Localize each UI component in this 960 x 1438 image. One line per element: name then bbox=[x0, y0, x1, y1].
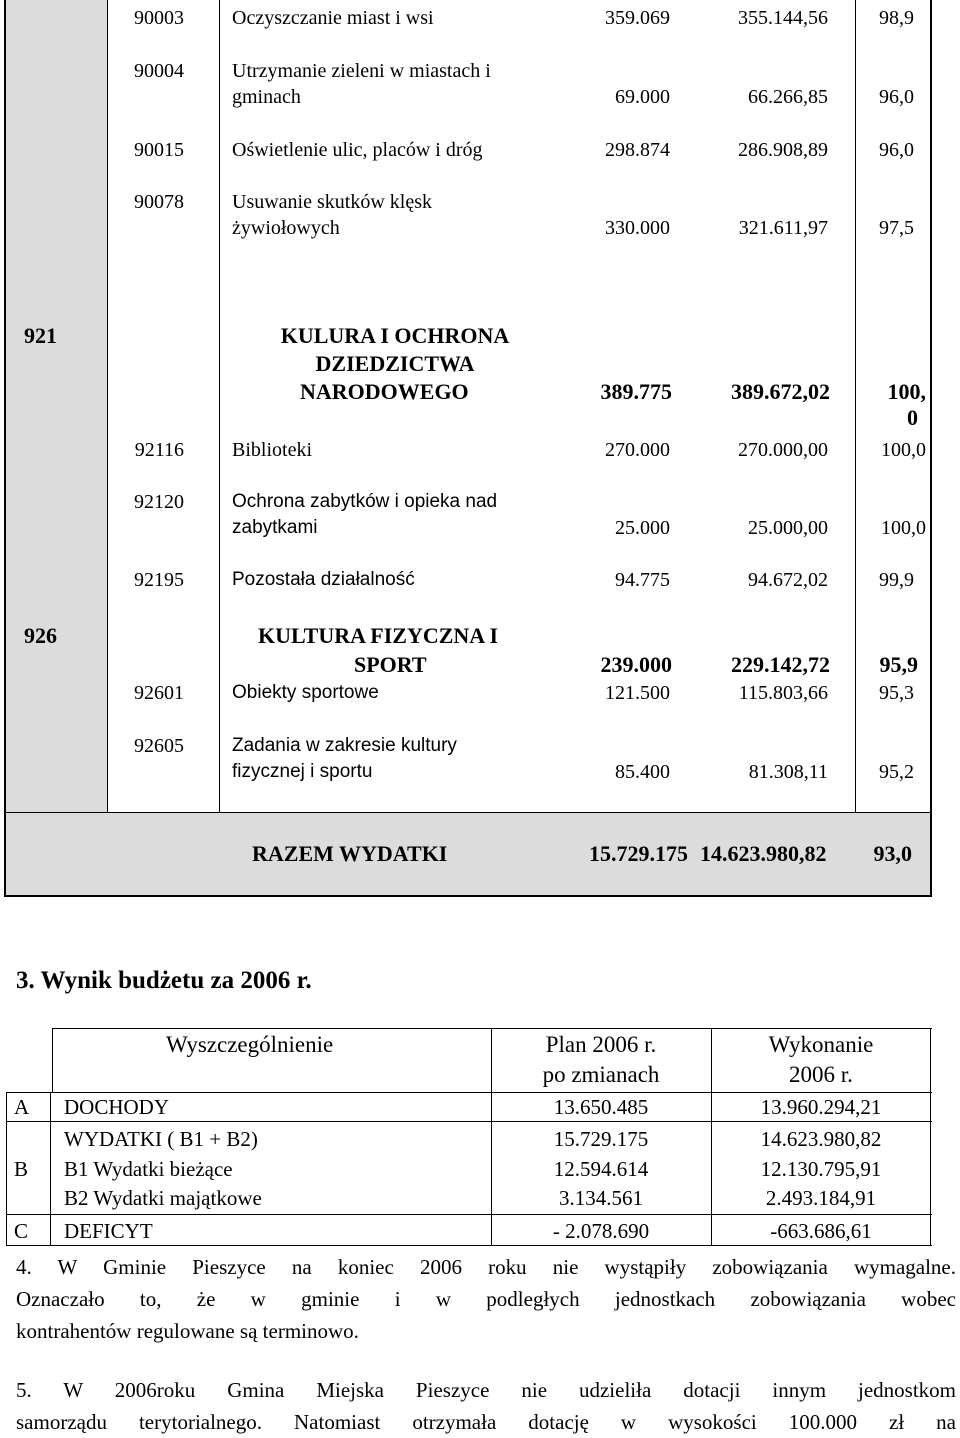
header-exec: Wykonanie bbox=[768, 1032, 874, 1057]
paragraph-4-line: kontrahentów regulowane są terminowo. bbox=[16, 1319, 359, 1343]
row-pct: 100,0 bbox=[881, 439, 926, 461]
row-name-cont: gminach bbox=[232, 86, 301, 108]
row-code: 92601 bbox=[134, 682, 184, 704]
row-letter: C bbox=[14, 1219, 29, 1243]
row-code: 90015 bbox=[134, 139, 184, 161]
row-plan: - 2.078.690 bbox=[552, 1219, 650, 1243]
row-plan: 12.594.614 bbox=[553, 1157, 649, 1181]
rt-border-top bbox=[52, 1028, 932, 1029]
border-total-top bbox=[4, 812, 932, 813]
row-exec: 13.960.294,21 bbox=[760, 1095, 882, 1119]
row-plan: 121.500 bbox=[605, 682, 670, 704]
row-plan: 85.400 bbox=[615, 761, 670, 783]
row-exec: 94.672,02 bbox=[748, 569, 828, 591]
section-pct: 95,9 bbox=[879, 652, 918, 677]
code-column-shade bbox=[6, 0, 107, 812]
border-bottom bbox=[4, 895, 932, 897]
row-letter: A bbox=[14, 1095, 30, 1119]
section-exec: 389.672,02 bbox=[731, 379, 830, 404]
row-name-cont: żywiołowych bbox=[232, 217, 340, 239]
header-exec-cont: 2006 r. bbox=[789, 1062, 853, 1087]
row-plan: 330.000 bbox=[605, 217, 670, 239]
row-pct: 99,9 bbox=[879, 569, 914, 591]
rt-letter-divider bbox=[50, 1092, 51, 1246]
row-letter: B bbox=[14, 1157, 29, 1181]
row-name: Biblioteki bbox=[232, 439, 312, 461]
row-code: 92120 bbox=[134, 491, 184, 513]
section-name-cont: SPORT bbox=[354, 652, 427, 677]
border-right bbox=[930, 0, 932, 897]
section-name-cont: NARODOWEGO bbox=[300, 379, 469, 404]
row-pct: 95,2 bbox=[879, 761, 914, 783]
row-exec: 14.623.980,82 bbox=[760, 1127, 882, 1151]
section-3-heading: 3. Wynik budżetu za 2006 r. bbox=[16, 967, 312, 994]
row-name: Pozostała działalność bbox=[232, 569, 415, 590]
row-exec: 66.266,85 bbox=[748, 86, 828, 108]
row-name: Zadania w zakresie kultury bbox=[232, 735, 457, 756]
row-description: B2 Wydatki majątkowe bbox=[64, 1186, 262, 1210]
row-exec: 115.803,66 bbox=[738, 682, 828, 704]
header-description: Wyszczególnienie bbox=[166, 1032, 334, 1057]
paragraph-4-line: Oznaczało to, że w gminie i w podległych jednostkach zobowiązania wobec bbox=[16, 1287, 956, 1311]
border-left bbox=[4, 0, 6, 897]
row-plan: 270.000 bbox=[605, 439, 670, 461]
row-pct: 98,9 bbox=[879, 7, 914, 29]
section-plan: 389.775 bbox=[600, 379, 672, 404]
row-exec: 286.908,89 bbox=[738, 139, 828, 161]
row-description: DOCHODY bbox=[64, 1095, 169, 1119]
row-name-cont: zabytkami bbox=[232, 517, 318, 538]
row-plan: 3.134.561 bbox=[559, 1186, 643, 1210]
row-plan: 94.775 bbox=[615, 569, 670, 591]
row-description: B1 Wydatki bieżące bbox=[64, 1157, 233, 1181]
section-name: KULURA I OCHRONA bbox=[280, 323, 510, 348]
section-name: KULTURA FIZYCZNA I bbox=[258, 623, 499, 648]
total-label: RAZEM WYDATKI bbox=[252, 841, 448, 866]
row-name: Ochrona zabytków i opieka nad bbox=[232, 491, 498, 512]
paragraph-5-line: samorządu terytorialnego. Natomiast otrzymała dotację w wysokości 100.000 zł na bbox=[16, 1410, 956, 1434]
row-plan: 15.729.175 bbox=[553, 1127, 649, 1151]
row-code: 90003 bbox=[134, 7, 184, 29]
col-divider-2 bbox=[219, 0, 220, 812]
row-exec: 12.130.795,91 bbox=[760, 1157, 882, 1181]
rt-header-left bbox=[52, 1028, 53, 1092]
row-code: 90004 bbox=[134, 60, 184, 82]
row-name: Oczyszczanie miast i wsi bbox=[232, 7, 434, 29]
row-plan: 359.069 bbox=[605, 7, 670, 29]
row-exec: -663.686,61 bbox=[770, 1219, 872, 1243]
row-pct: 96,0 bbox=[879, 86, 914, 108]
row-pct: 96,0 bbox=[879, 139, 914, 161]
row-exec: 25.000,00 bbox=[748, 517, 828, 539]
row-description: DEFICYT bbox=[64, 1219, 153, 1243]
row-plan: 25.000 bbox=[615, 517, 670, 539]
section-pct-cont: 0 bbox=[907, 405, 918, 430]
row-code: 92195 bbox=[134, 569, 184, 591]
rt-row-b-bottom bbox=[6, 1214, 932, 1215]
row-description: WYDATKI ( B1 + B2) bbox=[64, 1127, 258, 1151]
row-pct: 100,0 bbox=[881, 517, 926, 539]
row-pct: 95,3 bbox=[879, 682, 914, 704]
section-code: 926 bbox=[24, 623, 57, 648]
row-name: Oświetlenie ulic, placów i dróg bbox=[232, 139, 483, 161]
header-plan-cont: po zmianach bbox=[542, 1062, 660, 1087]
total-exec: 14.623.980,82 bbox=[700, 841, 827, 866]
row-exec: 2.493.184,91 bbox=[765, 1186, 877, 1210]
row-name-cont: fizycznej i sportu bbox=[232, 761, 373, 782]
row-code: 92116 bbox=[134, 439, 184, 461]
paragraph-4 bbox=[16, 1251, 956, 1347]
row-name: Obiekty sportowe bbox=[232, 682, 379, 703]
total-plan: 15.729.175 bbox=[589, 841, 688, 866]
total-pct: 93,0 bbox=[873, 841, 912, 866]
row-exec: 270.000,00 bbox=[738, 439, 828, 461]
row-name: Usuwanie skutków klęsk bbox=[232, 191, 432, 213]
rt-header-bottom bbox=[6, 1092, 932, 1093]
header-plan: Plan 2006 r. bbox=[545, 1032, 657, 1057]
section-code: 921 bbox=[24, 323, 57, 348]
section-pct: 100, bbox=[887, 379, 926, 404]
row-exec: 355.144,56 bbox=[738, 7, 828, 29]
paragraph-4-line: 4. W Gminie Pieszyce na koniec 2006 roku nie wystąpiły zobowiązania wymagalne. bbox=[16, 1255, 956, 1279]
paragraph-5 bbox=[16, 1374, 956, 1438]
rt-border-bottom bbox=[6, 1245, 932, 1246]
row-code: 92605 bbox=[134, 735, 184, 757]
row-exec: 81.308,11 bbox=[748, 761, 828, 783]
row-name: Utrzymanie zieleni w miastach i bbox=[232, 60, 491, 82]
section-plan: 239.000 bbox=[600, 652, 672, 677]
row-code: 90078 bbox=[134, 191, 184, 213]
row-plan: 69.000 bbox=[615, 86, 670, 108]
section-exec: 229.142,72 bbox=[731, 652, 830, 677]
paragraph-5-line: 5. W 2006roku Gmina Miejska Pieszyce nie udzieliła dotacji innym jednostkom bbox=[16, 1378, 956, 1402]
row-plan: 298.874 bbox=[605, 139, 670, 161]
rt-border-left bbox=[6, 1092, 7, 1246]
row-plan: 13.650.485 bbox=[553, 1095, 649, 1119]
section-name-cont: DZIEDZICTWA bbox=[315, 351, 475, 376]
row-pct: 97,5 bbox=[879, 217, 914, 239]
rt-row-a-bottom bbox=[6, 1121, 932, 1122]
row-exec: 321.611,97 bbox=[738, 217, 828, 239]
